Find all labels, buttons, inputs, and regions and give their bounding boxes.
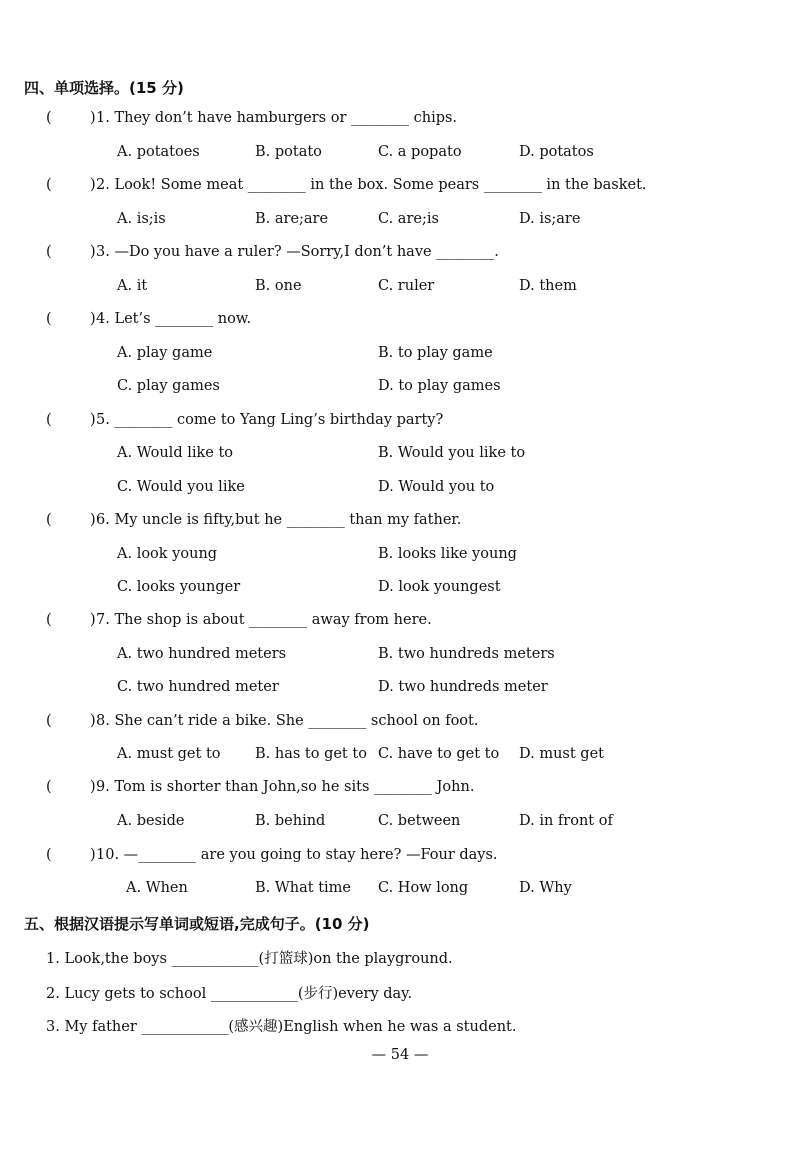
option-a: A. When [126, 880, 188, 896]
option-b: B. to play game [378, 345, 493, 361]
answer-paren-close: ) [90, 779, 96, 795]
question-stem: 2. Look! Some meat ________ in the box. Some pears ________ in the basket. [96, 177, 647, 193]
option-c: C. ruler [378, 278, 435, 294]
option-a: A. play game [117, 345, 213, 361]
answer-paren-close: ) [90, 311, 96, 327]
answer-paren-close: ) [90, 512, 96, 528]
question-stem: 1. They don’t have hamburgers or ________ chips. [96, 110, 458, 126]
option-b: B. behind [255, 813, 326, 829]
answer-paren-close: ) [90, 847, 96, 863]
answer-paren-open: ( [46, 847, 52, 863]
option-c: C. looks younger [117, 579, 241, 595]
question-stem: 4. Let’s ________ now. [96, 311, 252, 327]
answer-paren-open: ( [46, 713, 52, 729]
option-c: C. Would you like [117, 479, 245, 495]
option-b: B. has to get to [255, 746, 367, 762]
option-d: D. look youngest [378, 579, 501, 595]
option-c: C. between [378, 813, 461, 829]
option-c: C. are;is [378, 211, 439, 227]
section-4-title: 四、单项选择。(15 分) [24, 79, 184, 97]
option-b: B. one [255, 278, 302, 294]
option-a: A. two hundred meters [117, 646, 287, 662]
option-a: A. Would like to [117, 445, 234, 461]
option-c: C. play games [117, 378, 220, 394]
answer-paren-open: ( [46, 177, 52, 193]
question-stem: 6. My uncle is fifty,but he ________ than my father. [96, 512, 462, 528]
option-b: B. Would you like to [378, 445, 526, 461]
answer-paren-close: ) [90, 244, 96, 260]
option-d: D. must get [519, 746, 604, 762]
option-b: B. potato [255, 144, 322, 160]
option-a: A. it [117, 278, 148, 294]
section-5-title: 五、根据汉语提示写单词或短语,完成句子。(10 分) [24, 915, 370, 933]
answer-paren-close: ) [90, 110, 96, 126]
option-a: A. potatoes [117, 144, 200, 160]
fill-sentence: 3. My father ____________(感兴趣)English when he was a student. [46, 1019, 517, 1035]
option-d: D. in front of [519, 813, 613, 829]
answer-paren-close: ) [90, 612, 96, 628]
option-b: B. two hundreds meters [378, 646, 555, 662]
option-a: A. is;is [117, 211, 166, 227]
option-b: B. are;are [255, 211, 329, 227]
question-stem: 5. ________ come to Yang Ling’s birthday party? [96, 412, 444, 428]
option-c: C. How long [378, 880, 469, 896]
question-stem: 3. —Do you have a ruler? —Sorry,I don’t have ________. [96, 244, 499, 260]
option-b: B. What time [255, 880, 351, 896]
answer-paren-open: ( [46, 110, 52, 126]
question-stem: 7. The shop is about ________ away from here. [96, 612, 432, 628]
option-c: C. a popato [378, 144, 462, 160]
fill-sentence: 2. Lucy gets to school ____________(步行)every day. [46, 986, 413, 1002]
option-b: B. looks like young [378, 546, 517, 562]
option-a: A. must get to [117, 746, 221, 762]
answer-paren-open: ( [46, 779, 52, 795]
answer-paren-open: ( [46, 412, 52, 428]
answer-paren-open: ( [46, 311, 52, 327]
option-c: C. have to get to [378, 746, 500, 762]
fill-sentence: 1. Look,the boys ____________(打篮球)on the playground. [46, 951, 453, 967]
page-number: — 54 — [371, 1047, 429, 1063]
answer-paren-open: ( [46, 612, 52, 628]
option-d: D. to play games [378, 378, 501, 394]
option-a: A. look young [117, 546, 218, 562]
answer-paren-open: ( [46, 512, 52, 528]
question-stem: 9. Tom is shorter than John,so he sits ________ John. [96, 779, 475, 795]
option-d: D. is;are [519, 211, 581, 227]
option-d: D. Why [519, 880, 572, 896]
answer-paren-close: ) [90, 177, 96, 193]
option-d: D. Would you to [378, 479, 495, 495]
option-d: D. potatos [519, 144, 594, 160]
answer-paren-open: ( [46, 244, 52, 260]
option-d: D. two hundreds meter [378, 679, 548, 695]
answer-paren-close: ) [90, 412, 96, 428]
option-d: D. them [519, 278, 577, 294]
question-stem: 10. —________ are you going to stay here? —Four days. [96, 847, 498, 863]
answer-paren-close: ) [90, 713, 96, 729]
option-a: A. beside [117, 813, 185, 829]
question-stem: 8. She can’t ride a bike. She ________ school on foot. [96, 713, 479, 729]
option-c: C. two hundred meter [117, 679, 279, 695]
